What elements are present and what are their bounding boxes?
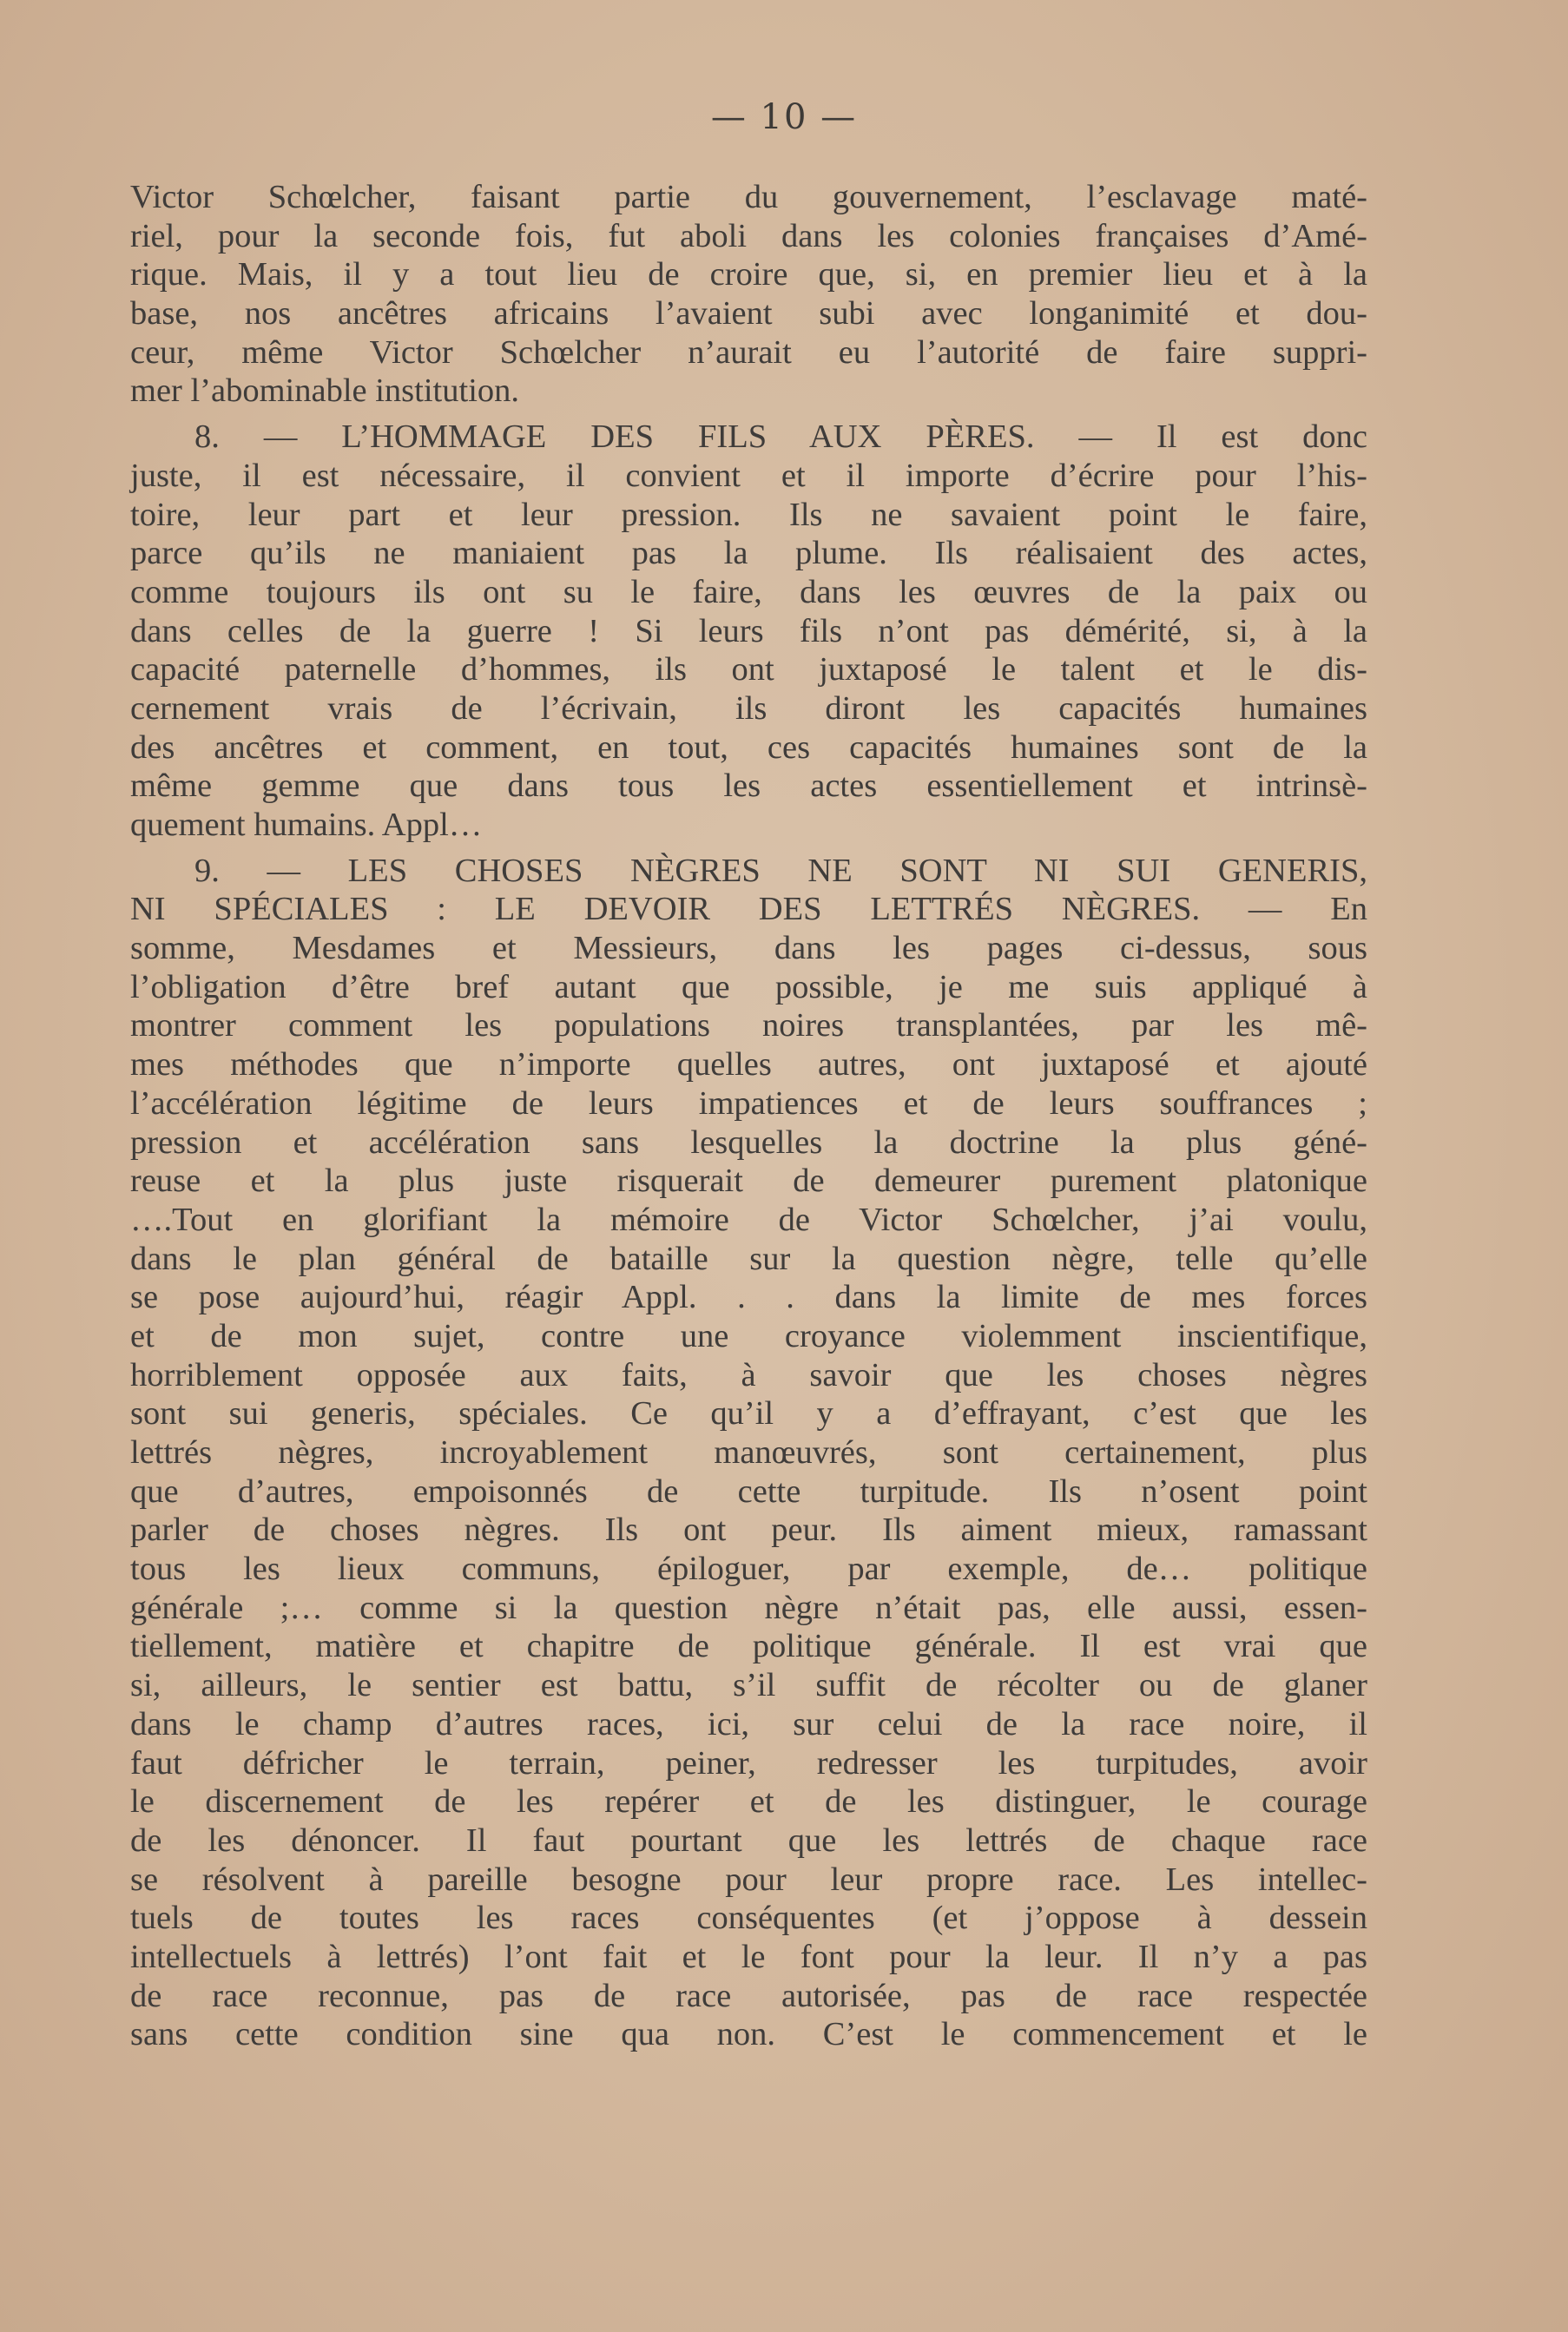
text-line: toire, leur part et leur pression. Ils ne savaient point le faire, (130, 496, 1367, 533)
text-line: reuse et la plus juste risquerait de demeurer purement platonique (130, 1163, 1367, 1200)
text-line: sans cette condition sine qua non. C’est le commencement et le (130, 2016, 1367, 2053)
text-line: faut défricher le terrain, peiner, redresser les turpitudes, avoir (130, 1744, 1367, 1782)
text-line: se résolvent à pareille besogne pour leur propre race. Les intellec- (130, 1861, 1367, 1898)
text-line: intellectuels à lettrés) l’ont fait et le font pour la leur. Il n’y a pas (130, 1938, 1367, 1975)
text-line: de race reconnue, pas de race autorisée, pas de race respectée (130, 1977, 1367, 2014)
text-line: montrer comment les populations noires transplantées, par les mê- (130, 1007, 1367, 1044)
text-line: capacité paternelle d’hommes, ils ont juxtaposé le talent et le dis- (130, 651, 1367, 688)
page-number: — 10 — (710, 97, 858, 137)
text-line: tuels de toutes les races conséquentes (et j’oppose à dessein (130, 1900, 1367, 1937)
text-line: juste, il est nécessaire, il convient et il importe d’écrire pour l’his- (130, 457, 1367, 494)
text-line: parler de choses nègres. Ils ont peur. Ils aiment mieux, ramassant (130, 1512, 1367, 1549)
text-line: mes méthodes que n’importe quelles autres, ont juxtaposé et ajouté (130, 1046, 1367, 1084)
text-line: l’accélération légitime de leurs impatiences et de leurs souffrances ; (130, 1084, 1367, 1122)
text-line: 8. — L’HOMMAGE DES FILS AUX PÈRES. — Il est donc (194, 418, 1367, 456)
text-line: même gemme que dans tous les actes essentiellement et intrinsè- (130, 767, 1367, 805)
text-line: des ancêtres et comment, en tout, ces capacités humaines sont de la (130, 728, 1367, 766)
text-line: de les dénoncer. Il faut pourtant que les lettrés de chaque race (130, 1821, 1367, 1859)
text-line: quement humains. Appl… (130, 807, 483, 843)
text-line: cernement vrais de l’écrivain, ils diront les capacités humaines (130, 689, 1367, 727)
text-line: mer l’abominable institution. (130, 372, 520, 410)
text-line: si, ailleurs, le sentier est battu, s’il suffit de récolter ou de glaner (130, 1667, 1367, 1704)
text-line: et de mon sujet, contre une croyance violemment inscientifique, (130, 1317, 1367, 1354)
text-line: somme, Mesdames et Messieurs, dans les pages ci-dessus, sous (130, 930, 1367, 967)
text-line: ceur, même Victor Schœlcher n’aurait eu l’autorité de faire suppri- (130, 333, 1367, 371)
text-line: parce qu’ils ne maniaient pas la plume. Ils réalisaient des actes, (130, 535, 1367, 572)
text-line: tous les lieux communs, épiloguer, par exemple, de… politique (130, 1551, 1367, 1588)
text-line: riel, pour la seconde fois, fut aboli dans les colonies françaises d’Amé- (130, 217, 1367, 254)
text-line: base, nos ancêtres africains l’avaient subi avec longanimité et dou- (130, 295, 1367, 333)
text-line: l’obligation d’être bref autant que possible, je me suis appliqué à (130, 968, 1367, 1005)
text-line: ….Tout en glorifiant la mémoire de Victor Schœlcher, j’ai voulu, (130, 1201, 1367, 1238)
text-line: NI SPÉCIALES : LE DEVOIR DES LETTRÉS NÈGRES. — En (130, 891, 1367, 928)
text-line: tiellement, matière et chapitre de politique générale. Il est vrai que (130, 1628, 1367, 1665)
text-line: le discernement de les repérer et de les distinguer, le courage (130, 1783, 1367, 1821)
text-line: 9. — LES CHOSES NÈGRES NE SONT NI SUI GENERIS, (194, 852, 1367, 889)
text-line: comme toujours ils ont su le faire, dans les œuvres de la paix ou (130, 573, 1367, 610)
text-line: dans le champ d’autres races, ici, sur celui de la race noire, il (130, 1705, 1367, 1742)
text-line: se pose aujourd’hui, réagir Appl. . . dans la limite de mes forces (130, 1279, 1367, 1316)
text-line: pression et accélération sans lesquelles la doctrine la plus géné- (130, 1123, 1367, 1161)
text-line: générale ;… comme si la question nègre n’était pas, elle aussi, essen- (130, 1589, 1367, 1626)
text-line: dans celles de la guerre ! Si leurs fils n’ont pas démérité, si, à la (130, 612, 1367, 649)
text-line: horriblement opposée aux faits, à savoir que les choses nègres (130, 1356, 1367, 1393)
text-line: Victor Schœlcher, faisant partie du gouvernement, l’esclavage maté- (130, 179, 1367, 215)
text-line: lettrés nègres, incroyablement manœuvrés, sont certainement, plus (130, 1434, 1367, 1471)
text-line: dans le plan général de bataille sur la question nègre, telle qu’elle (130, 1240, 1367, 1277)
text-line: que d’autres, empoisonnés de cette turpitude. Ils n’osent point (130, 1472, 1367, 1510)
text-line: sont sui generis, spéciales. Ce qu’il y a d’effrayant, c’est que les (130, 1395, 1367, 1433)
text-line: rique. Mais, il y a tout lieu de croire que, si, en premier lieu et à la (130, 256, 1367, 293)
body-text (130, 178, 1367, 2054)
